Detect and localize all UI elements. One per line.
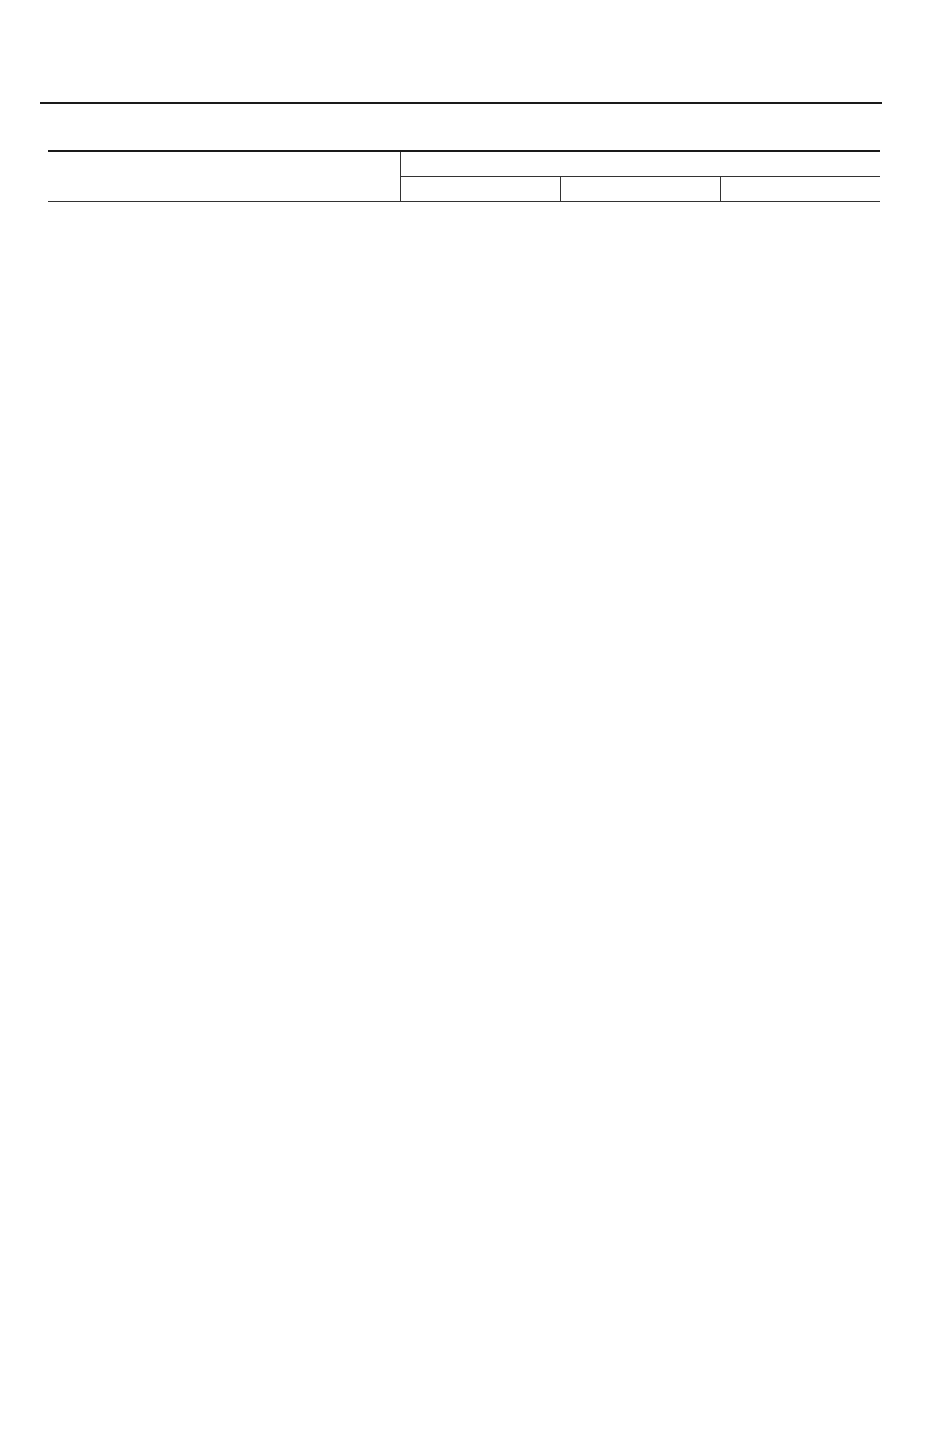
controlled-parameter-table [48,150,880,202]
document-body [48,120,880,208]
grade-header [400,151,880,177]
header-rule [40,102,882,104]
grade-a-header [400,177,560,202]
grade-b-header [560,177,720,202]
grade-c-header [720,177,880,202]
table-caption [48,120,880,148]
param-header [48,151,400,202]
